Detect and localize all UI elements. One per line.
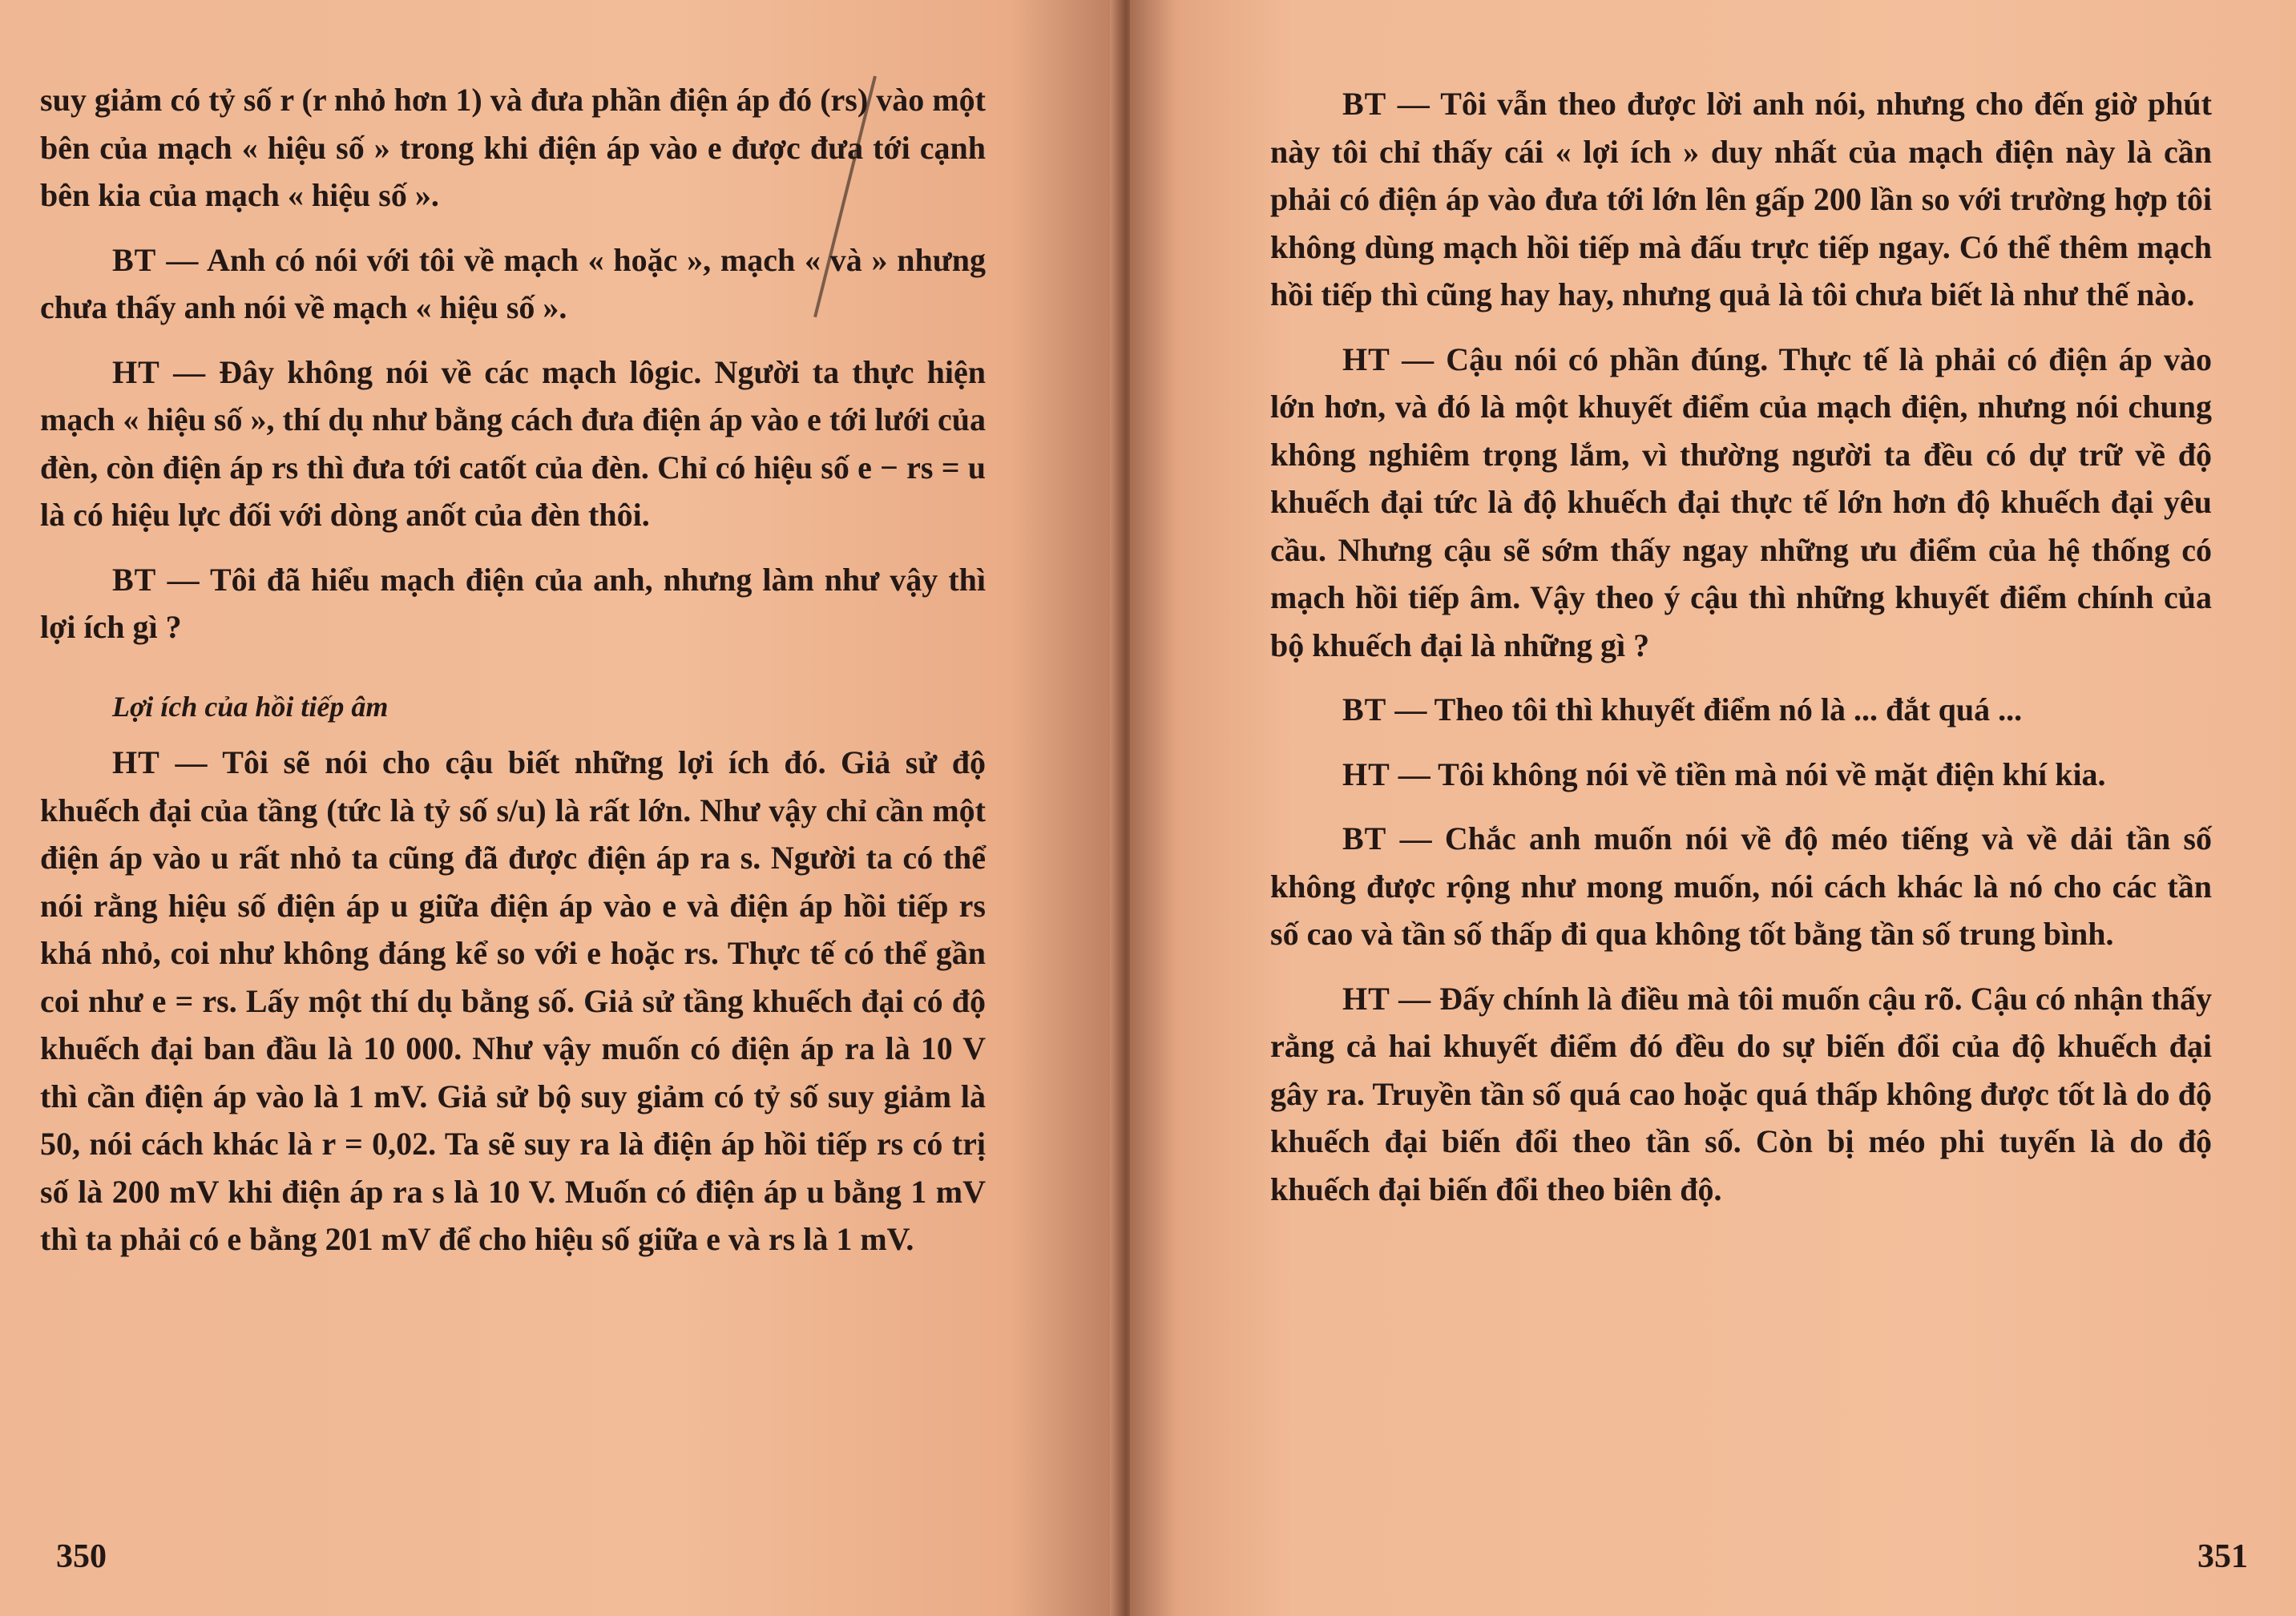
speaker-label: HT — [112, 744, 208, 780]
speaker-label: HT [1342, 756, 1390, 792]
paragraph [1270, 80, 2212, 319]
paragraph-text: — Chắc anh muốn nói về độ méo tiếng và về dải tần số không được rộng như mong muốn, nói cách khác là nó cho các tần số cao và tần số thấp đi qua không tốt bằng tần số trung bình. [1270, 820, 2212, 952]
paragraph-text: Tôi sẽ nói cho cậu biết những lợi ích đó. Giả sử độ khuếch đại của tầng (tức là tỷ số s/u) là rất lớn. Như vậy chỉ cần một điện áp vào u rất nhỏ ta cũng đã được điện áp ra s. Người ta có thể nói rằng hiệu số điện áp u giữa điện áp vào e và điện áp hồi tiếp rs khá nhỏ, coi như không đáng kể so với e hoặc rs. Thực tế có thể gần coi như e = rs. Lấy một thí dụ bằng số. Giả sử tầng khuếch đại có độ khuếch đại ban đầu là 10 000. Như vậy muốn có điện áp ra là 10 V thì cần điện áp vào là 1 mV. Giả sử bộ suy giảm có tỷ số suy giảm là 50, nói cách khác là r = 0,02. Ta sẽ suy ra là điện áp hồi tiếp rs có trị số là 200 mV khi điện áp ra s là 10 V. Muốn có điện áp u bằng 1 mV thì ta phải có e bằng 201 mV để cho hiệu số giữa e và rs là 1 mV. [40, 744, 986, 1257]
page-number: 350 [56, 1538, 107, 1575]
paragraph [40, 739, 986, 1263]
paragraph [40, 236, 986, 332]
speaker-label: BT — [1342, 86, 1430, 122]
right-text-block [1270, 80, 2212, 1230]
paragraph-text: Anh có nói với tôi về mạch « hoặc », mạch « và » nhưng chưa thấy anh nói về mạch « hiệu số ». [40, 241, 986, 325]
left-page [0, 0, 1122, 1616]
paragraph-text: Đấy chính là điều mà tôi muốn cậu rõ. Cậu có nhận thấy rằng cả hai khuyết điểm đó đều do sự biến đổi của độ khuếch đại gây ra. Truyền tần số quá cao hoặc quá thấp không được tốt là do độ khuếch đại biến đổi theo tần số. Còn bị méo phi tuyến là do độ khuếch đại biến đổi theo biên độ. [1270, 980, 2212, 1207]
paragraph-text: Đây không nói về các mạch lôgic. Người ta thực hiện mạch « hiệu số », thí dụ như bằng cách đưa điện áp vào e tới lưới của đèn, còn điện áp rs thì đưa tới catốt của đèn. Chỉ có hiệu số e − rs = u là có hiệu lực đối với dòng anốt của đèn thôi. [40, 353, 986, 533]
left-text-block [40, 76, 986, 1280]
paragraph [1270, 336, 2212, 670]
speaker-label: BT [1342, 820, 1387, 856]
speaker-label: HT — [1342, 341, 1435, 377]
paragraph-text: — Theo tôi thì khuyết điểm nó là ... đắt quá ... [1386, 691, 2023, 727]
section-heading: Lợi ích của hồi tiếp âm [112, 690, 389, 723]
paragraph [40, 349, 986, 539]
paragraph [1270, 686, 2212, 734]
right-page [1130, 0, 2296, 1616]
paragraph [40, 556, 986, 651]
speaker-label: BT — [112, 561, 200, 598]
paragraph-text: Cậu nói có phần đúng. Thực tế là phải có điện áp vào lớn hơn, và đó là một khuyết điểm của mạch điện, nhưng nói chung không nghiêm trọng lắm, vì thường người ta đều có dự trữ về độ khuếch đại tức là độ khuếch đại thực tế lớn hơn độ khuếch đại yêu cầu. Nhưng cậu sẽ sớm thấy ngay những ưu điểm của hệ thống có mạch hồi tiếp âm. Vậy theo ý cậu thì những khuyết điểm chính của bộ khuếch đại là những gì ? [1270, 341, 2212, 663]
paragraph-text: — Tôi không nói về tiền mà nói về mặt điện khí kia. [1390, 756, 2106, 792]
speaker-label: BT — [112, 241, 200, 278]
paragraph-text: suy giảm có tỷ số r (r nhỏ hơn 1) và đưa phần điện áp đó (rs) vào một bên của mạch « hiệu số » trong khi điện áp vào e được đưa tới cạnh bên kia của mạch « hiệu số ». [40, 82, 986, 213]
page-number: 351 [2197, 1538, 2248, 1575]
paragraph [40, 76, 986, 220]
paragraph-text: Tôi vẫn theo được lời anh nói, nhưng cho đến giờ phút này tôi chỉ thấy cái « lợi ích » duy nhất của mạch điện này là cần phải có điện áp vào đưa tới lớn lên gấp 200 lần so với trường hợp tôi không dùng mạch hồi tiếp mà đấu trực tiếp ngay. Có thể thêm mạch hồi tiếp thì cũng hay hay, nhưng quả là tôi chưa biết là như thế nào. [1270, 86, 2212, 312]
speaker-label: HT — [112, 353, 207, 390]
paragraph [1270, 815, 2212, 958]
paragraph [1270, 751, 2212, 799]
speaker-label: BT [1342, 691, 1387, 727]
speaker-label: HT — [1342, 980, 1432, 1017]
paragraph-text: Tôi đã hiểu mạch điện của anh, nhưng làm như vậy thì lợi ích gì ? [40, 561, 986, 645]
paragraph [1270, 975, 2212, 1214]
